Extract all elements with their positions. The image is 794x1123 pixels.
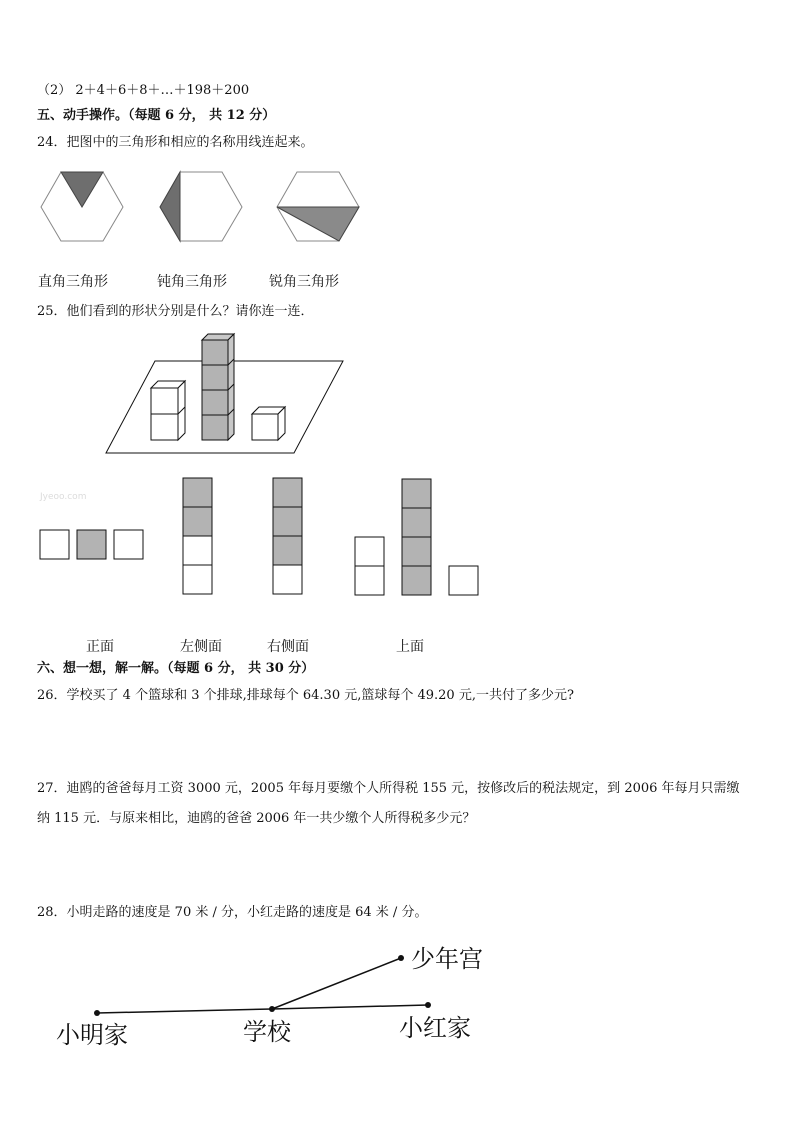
label-obtuse-triangle: 钝角三角形	[157, 274, 227, 290]
label-right-triangle: 直角三角形	[38, 274, 108, 290]
label-top: 上面	[396, 639, 424, 655]
label-acute-triangle: 锐角三角形	[269, 274, 339, 290]
road-school-palace	[272, 958, 401, 1009]
q27-line1: 27．迪鸥的爸爸每月工资 3000 元，2005 年每月要缴个人所得税 155 元，按修改后的税法规定，到 2006 年每月只需缴	[37, 781, 740, 796]
q25-text: 25．他们看到的形状分别是什么？请你连一连．	[37, 304, 314, 319]
place-school: 学校	[243, 1018, 291, 1046]
q27-line2: 纳 115 元．与原来相比，迪鸥的爸爸 2006 年一共少缴个人所得税多少元？	[37, 811, 476, 826]
point-youth-palace	[398, 955, 404, 961]
q23-part2: （2） 2＋4＋6＋8＋…＋198＋200	[37, 83, 250, 98]
place-xiaohong-home: 小红家	[399, 1014, 471, 1042]
watermark: Jyeoo.com	[40, 492, 87, 502]
section5-heading: 五、动手操作。（每题 6 分， 共 12 分）	[37, 108, 276, 123]
section6-heading: 六、想一想，解一解。（每题 6 分， 共 30 分）	[37, 661, 315, 676]
place-youth-palace: 少年宫	[411, 945, 483, 973]
place-xiaoming-home: 小明家	[56, 1021, 128, 1049]
label-left-side: 左侧面	[180, 639, 222, 655]
label-right-side: 右侧面	[267, 639, 309, 655]
q28-text: 28．小明走路的速度是 70 米 / 分，小红走路的速度是 64 米 / 分。	[37, 905, 428, 920]
q26-text: 26．学校买了 4 个篮球和 3 个排球,排球每个 64.30 元,篮球每个 49.20 元,一共付了多少元?	[37, 688, 574, 703]
q24-text: 24．把图中的三角形和相应的名称用线连起来。	[37, 135, 314, 150]
label-front: 正面	[86, 639, 114, 655]
